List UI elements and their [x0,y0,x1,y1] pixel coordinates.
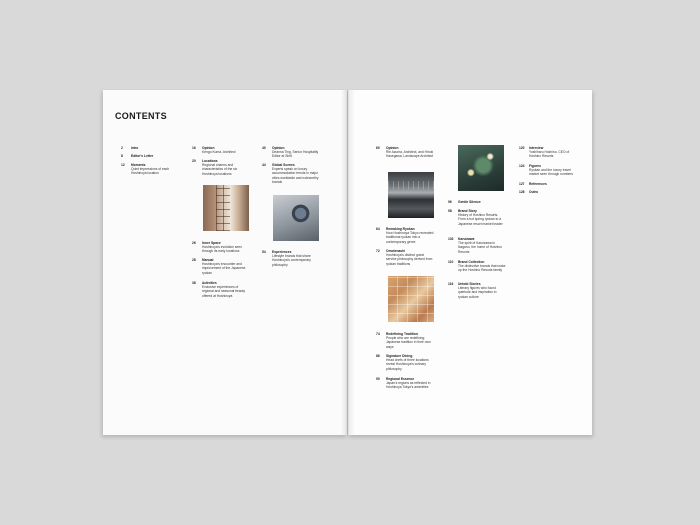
page-gutter [341,90,355,435]
ceramic-bowl-photo [273,195,319,241]
right-page: 60 Opinion Rie Azuma, Architect, and Hiroki Hasegawa, Landscape Architect 64 Remaking Ryokan How Hoshinoya Tokyo recreated traditional ryokan into a contemporary genre 72 Omotenashi Hoshinoya's distinct guest service philosophy derived from ryokan traditions 74 Redefining Tradition People who are redefining Japanese tradition in their own ways 86 Signature Dining Head chefs of three locations reveal Hoshinoya's culinary philosophy 90 Regional Essence Japan's regions as reflected in Hoshinoya Tokyo's amenities 96 Gentle Silence 98 Brand Story History of Hoshino Resorts: From a hot spring ryokan to a Japanese resort market leader 102 Karuizawa The spirit of Karuizawa in Nagano, the home of Hoshino Resorts 110 Brand Collection The distinctive brands that make up the Hoshino Resorts family 116 Untold Stories Literary figures who found quietude and inspiration in ryokan culture 120 Interview Yoshiharu Hoshino, CEO of Hoshino Resorts 124 Figures Ryokan and the luxury travel market seen through numbers 127 References 128 Outro [348,90,592,435]
magazine-spread [103,90,592,435]
left-page: CONTENTS 2 Intro 8 Editor's Letter 12 Moments Quiet impressions of each Hoshinoya location 16 Opinion Kengo Kuma, Architect 20 Locations Regional charms and characteristics of the six Hoshinoya locations 26 Inner Space Hoshinoya's evolution seen through its early locations 28 Manual Hoshinoya's encounter and improvement of the Japanese ryokan 38 Activities Exclusive experiences of regional and seasonal beauty offered at Hoshinoya 40 Opinion Deanna Ting, Senior Hospitality Editor at Skift 44 Global Scenes Experts speak on luxury accommodation trends in major cities worldwide and noteworthy brands 54 Experiences Lifestyle brands that share Hoshinoya's contemporary philosophy [103,90,347,435]
wall-tiles-photo [388,276,434,322]
riverside-terrace-photo [388,172,434,218]
wooden-lattice-photo [203,185,249,231]
bokeh-leaves-photo [458,145,504,191]
contents-title: CONTENTS [115,111,167,121]
